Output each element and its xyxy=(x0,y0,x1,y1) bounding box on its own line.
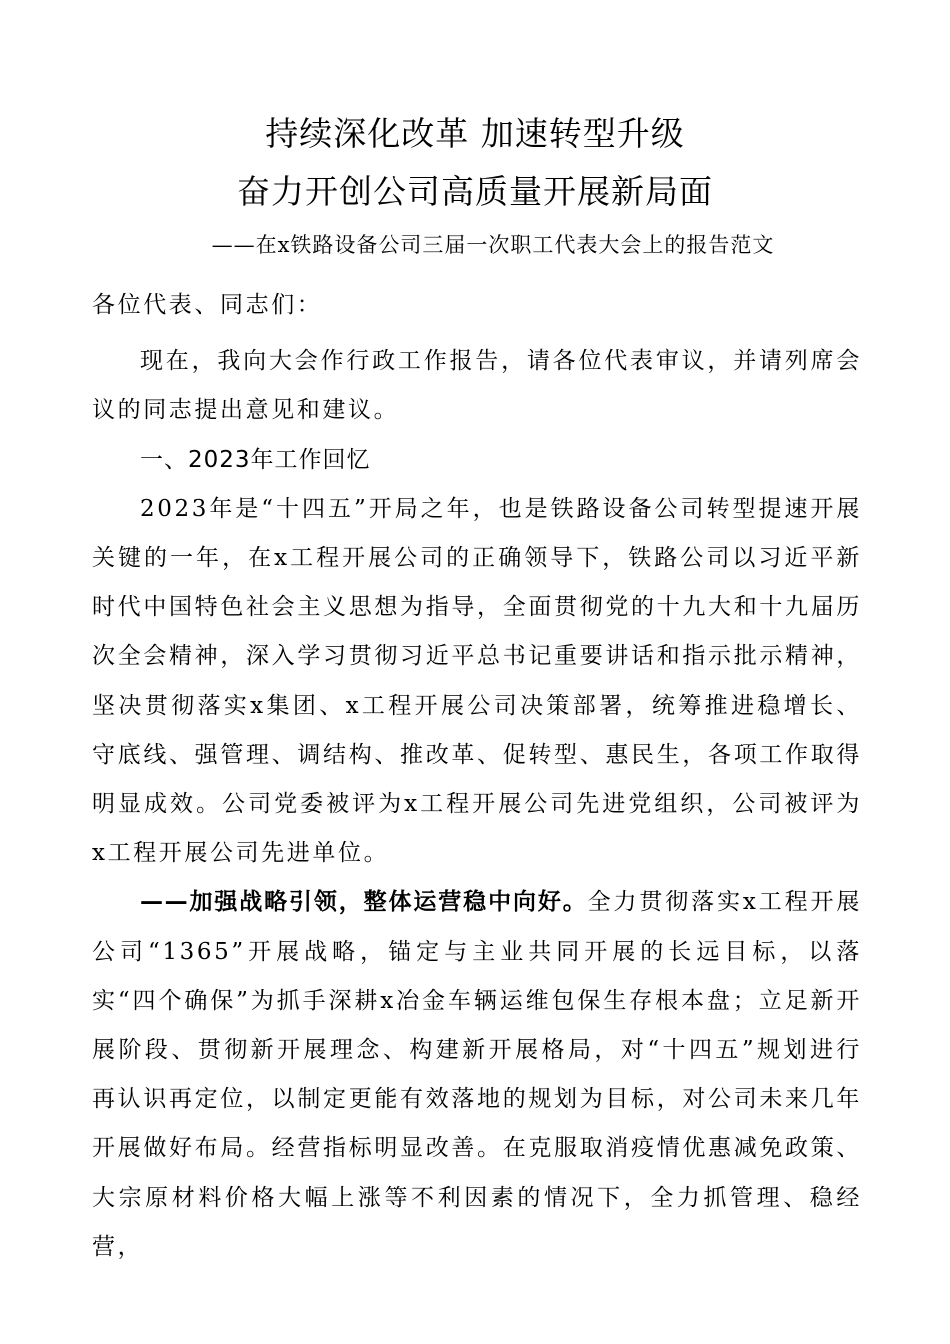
intro-paragraph: 现在，我向大会作行政工作报告，请各位代表审议，并请列席会议的同志提出意见和建议。 xyxy=(92,348,862,424)
section1-paragraph-2 xyxy=(92,878,862,1272)
paragraph-lead-bold: ——加强战略引领，整体运营稳中向好。 xyxy=(140,889,588,916)
document-subtitle: ——在x铁路设备公司三届一次职工代表大会上的报告范文 xyxy=(211,233,775,257)
greeting: 各位代表、同志们： xyxy=(92,292,323,318)
document-title-line2: 奋力开创公司高质量开展新局面 xyxy=(237,172,713,211)
document-title-line1: 持续深化改革 加速转型升级 xyxy=(265,114,685,153)
document-body xyxy=(92,281,862,1272)
section1-paragraph-1: 2023年是“十四五”开局之年，也是铁路设备公司转型提速开展关键的一年，在x工程开展公司的正确领导下，铁路公司以习近平新时代中国特色社会主义思想为指导，全面贯彻党的十九大和十九届历次全会精神，深入学习贯彻习近平总书记重要讲话和指示批示精神，坚决贯彻落实x集团、x工程开展公司决策部署，统筹推进稳增长、守底线、强管理、调结构、推改革、促转型、惠民生，各项工作取得明显成效。公司党委被评为x工程开展公司先进党组织，公司被评为x工程开展公司先进单位。 xyxy=(92,495,862,867)
paragraph-rest: 全力贯彻落实x工程开展公司“1365”开展战略，锚定与主业共同开展的长远目标，以落实“四个确保”为抓手深耕x冶金车辆运维包保生存根本盘；立足新开展阶段、贯彻新开展理念、构建新开展格局，对“十四五”规划进行再认识再定位，以制定更能有效落地的规划为目标，对公司未来几年开展做好布局。经营指标明显改善。在克服取消疫情优惠减免政策、大宗原材料价格大幅上涨等不利因素的情况下，全力抓管理、稳经营， xyxy=(92,889,862,1260)
section-heading-2023-review: 一、2023年工作回忆 xyxy=(140,446,371,473)
